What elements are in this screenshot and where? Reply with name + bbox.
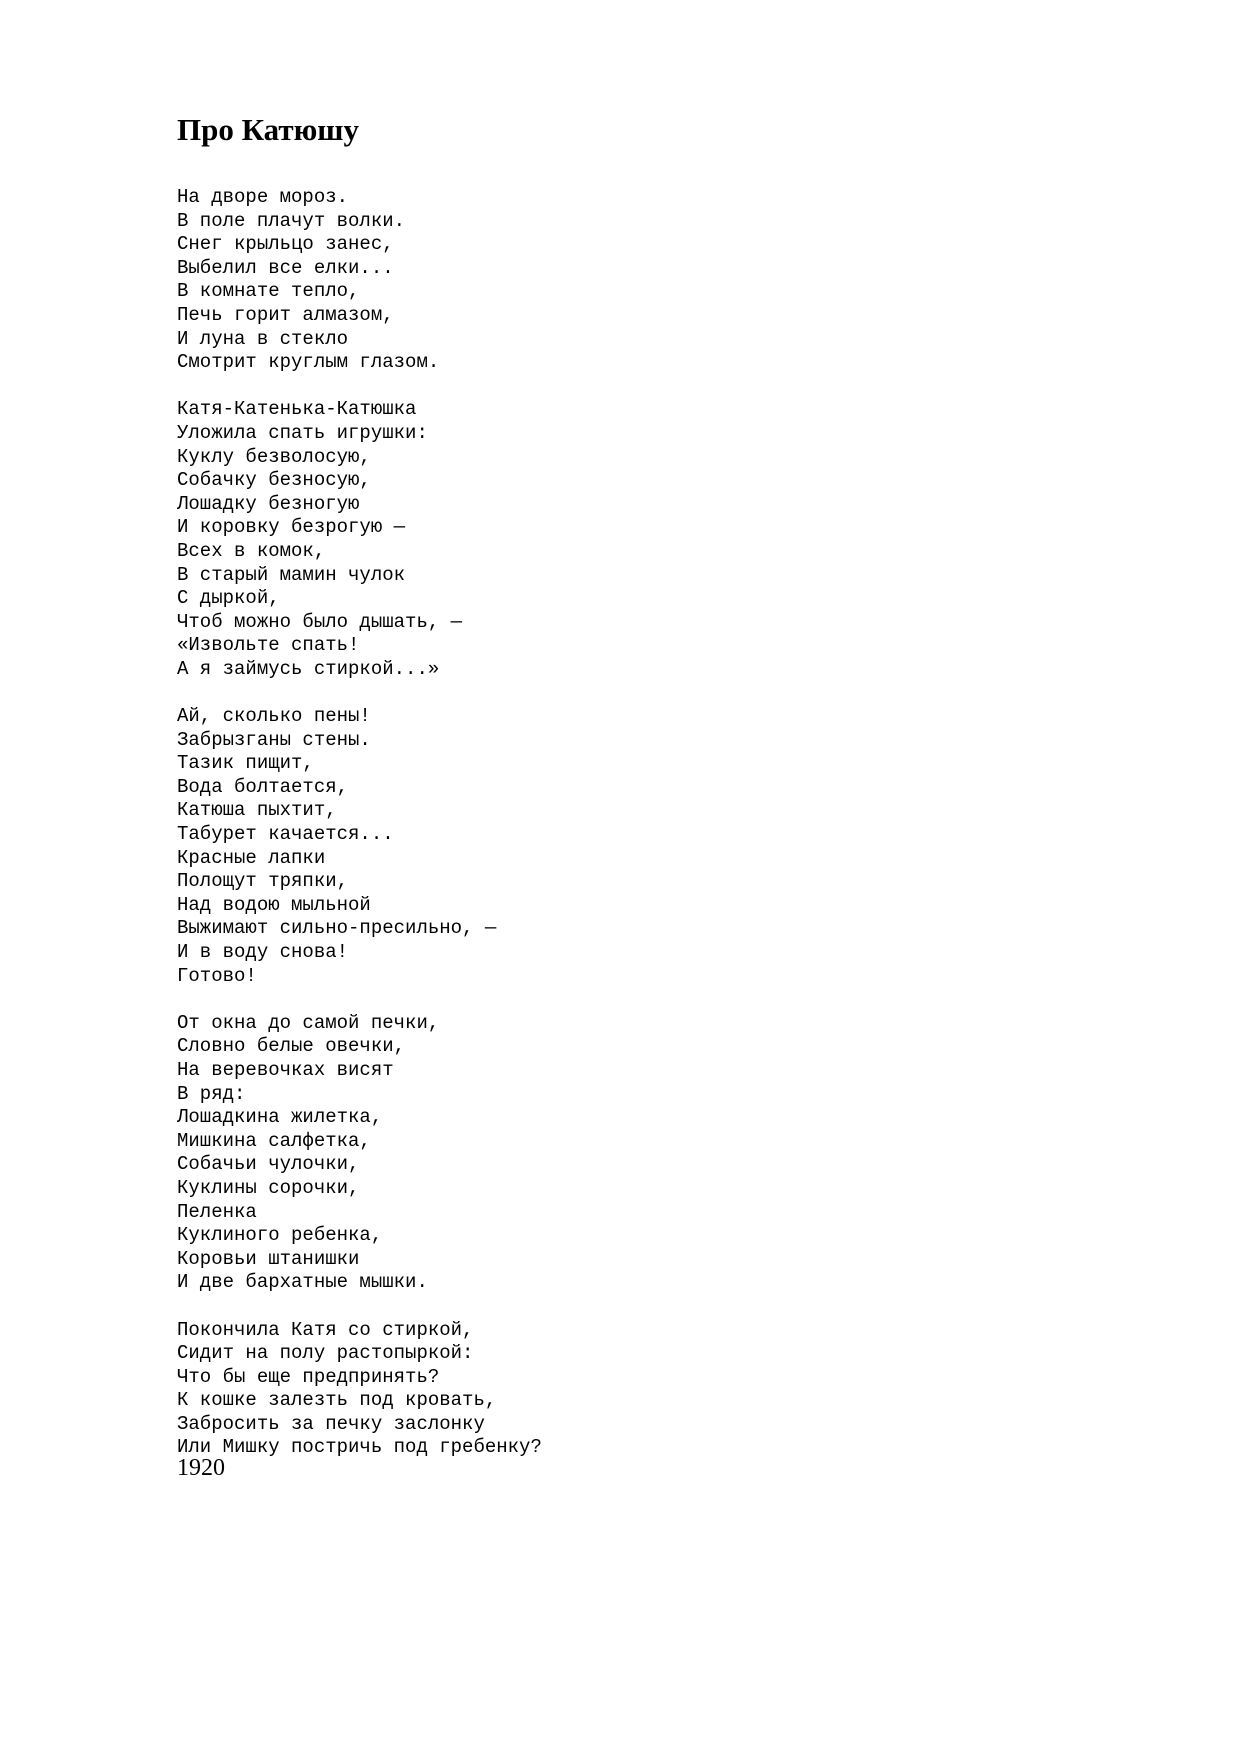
poem-line: Табурет качается... [177, 823, 394, 846]
stanza [177, 398, 542, 681]
poem-line: От окна до самой печки, [177, 1011, 440, 1034]
poem-line: Забросить за печку заслонку [177, 1412, 485, 1435]
poem-line: В комнате тепло, [177, 280, 360, 303]
poem-line: Над водою мыльной [177, 893, 371, 916]
poem-line: Покончила Катя со стиркой, [177, 1318, 474, 1341]
poem-line: В старый мамин чулок [177, 563, 406, 586]
poem-line: И луна в стекло [177, 327, 349, 350]
poem-line: Снег крыльцо занес, [177, 233, 394, 256]
poem-line: И в воду снова! [177, 941, 349, 963]
poem-line: Мишкина салфетка, [177, 1129, 371, 1152]
stanza [177, 705, 542, 988]
poem-line: Пеленка [177, 1200, 257, 1223]
poem-line: Вода болтается, [177, 775, 349, 798]
poem-line: Красные лапки [177, 846, 326, 869]
poem-line: Лошадкина жилетка, [177, 1106, 383, 1129]
stanza [177, 1319, 542, 1461]
poem-line: И две бархатные мышки. [177, 1271, 428, 1294]
poem-line: Выбелил все елки... [177, 256, 394, 279]
poem-line: Уложила спать игрушки: [177, 421, 428, 444]
stanza [177, 186, 542, 375]
poem-line: Куклиного ребенка, [177, 1224, 383, 1247]
poem-line: Собачку безносую, [177, 469, 371, 492]
poem-line: С дыркой, [177, 587, 280, 610]
poem-line: В ряд: [177, 1082, 246, 1105]
poem-line: Полощут тряпки, [177, 870, 349, 893]
poem-line: Катя-Катенька-Катюшка [177, 398, 417, 421]
poem-line: Коровьи штанишки [177, 1247, 360, 1270]
poem-line: Выжимают сильно-пресильно, — [177, 917, 497, 940]
poem-line: В поле плачут волки. [177, 209, 406, 232]
poem-line: На дворе мороз. [177, 186, 349, 208]
poem-title: Про Катюшу [177, 112, 359, 147]
poem-line: «Извольте спать! [177, 634, 360, 657]
poem-line: Печь горит алмазом, [177, 303, 394, 326]
poem-line: Всех в комок, [177, 539, 326, 562]
poem-line: Ай, сколько пены! [177, 705, 371, 728]
poem-year: 1920 [177, 1455, 225, 1481]
poem-line: Готово! [177, 964, 257, 987]
poem-line: Или Мишку постричь под гребенку? [177, 1436, 542, 1459]
poem-line: Что бы еще предпринять? [177, 1365, 440, 1388]
poem-line: Катюша пыхтит, [177, 799, 337, 822]
poem-line: Словно белые овечки, [177, 1035, 406, 1058]
poem-line: На веревочках висят [177, 1058, 394, 1081]
poem-line: Куклу безволосую, [177, 445, 371, 468]
poem-line: Забрызганы стены. [177, 728, 371, 751]
poem-line: К кошке залезть под кровать, [177, 1389, 497, 1412]
poem-body [177, 186, 542, 1460]
poem-line: И коровку безрогую — [177, 516, 406, 539]
poem-line: Тазик пищит, [177, 752, 314, 775]
poem-line: Собачьи чулочки, [177, 1153, 360, 1176]
poem-line: Сидит на полу растопыркой: [177, 1342, 474, 1365]
poem-line: Куклины сорочки, [177, 1176, 360, 1199]
poem-line: Смотрит круглым глазом. [177, 351, 440, 374]
stanza [177, 1012, 542, 1295]
poem-line: Чтоб можно было дышать, — [177, 610, 463, 633]
poem-line: Лошадку безногую [177, 492, 360, 515]
poem-line: А я займусь стиркой...» [177, 657, 440, 680]
